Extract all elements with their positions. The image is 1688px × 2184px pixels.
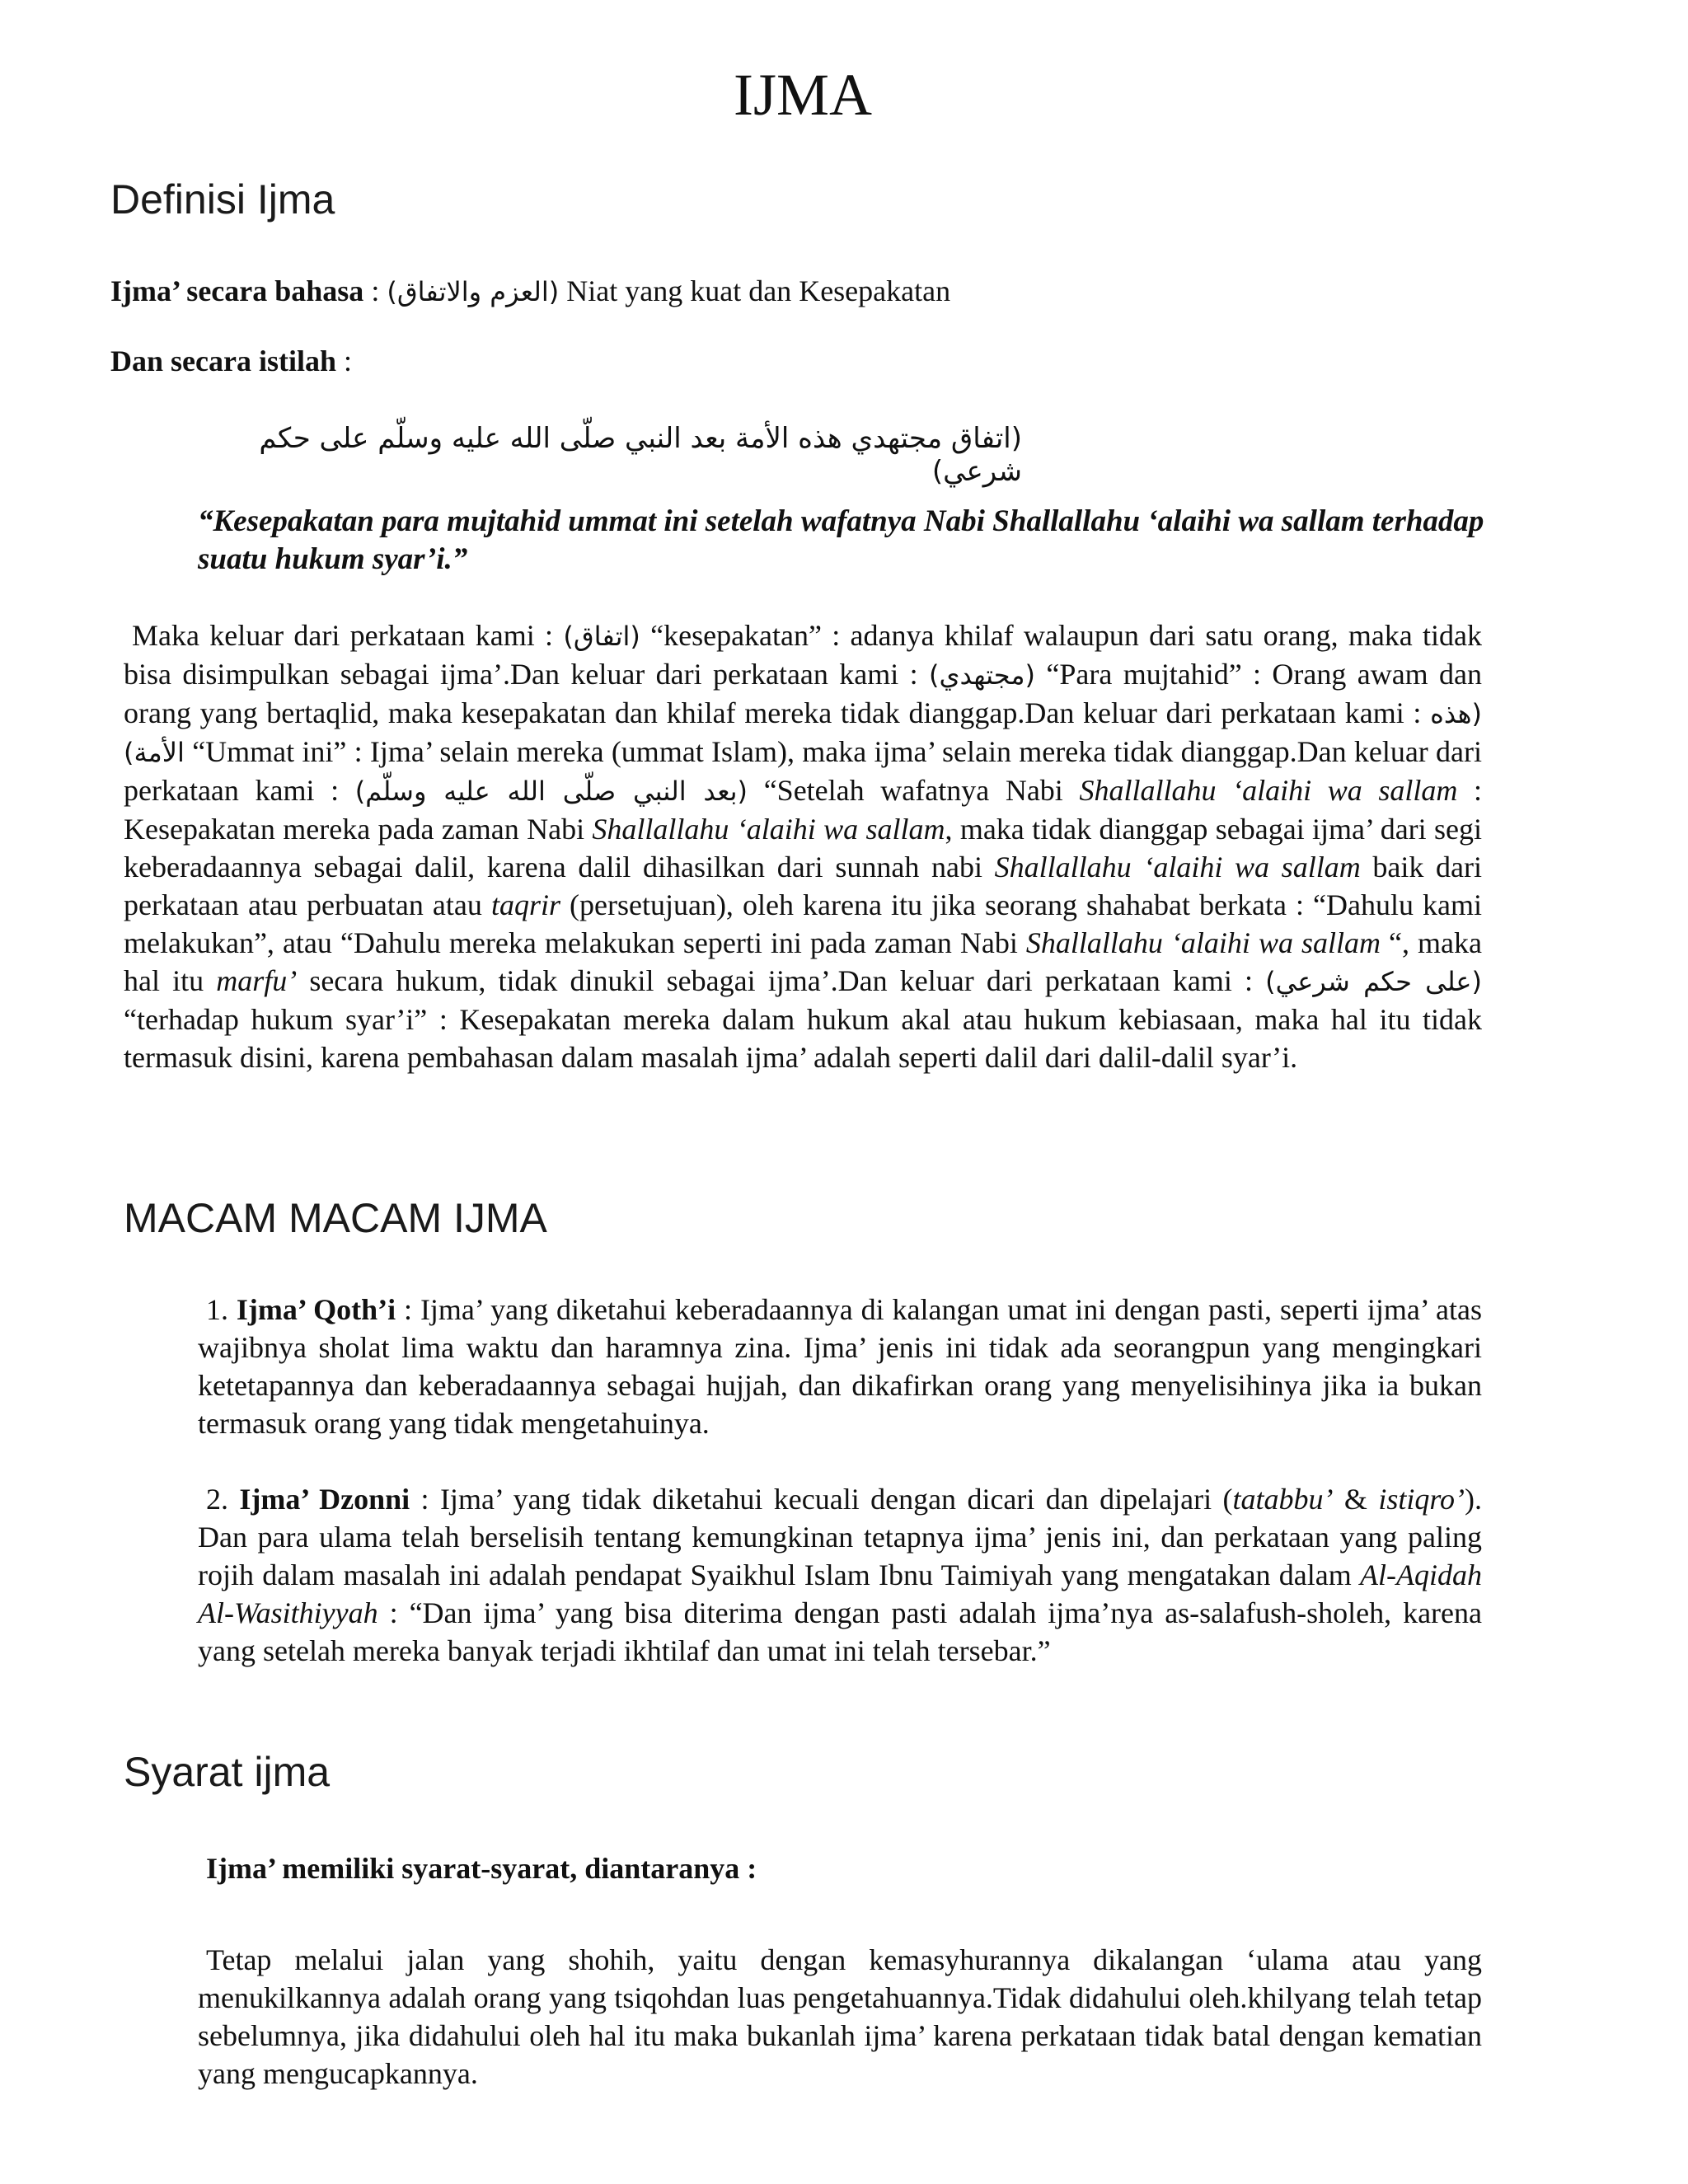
text-run: secara hukum, tidak dinukil sebagai ijma’.Dan keluar dari perkataan kami : <box>309 964 1254 997</box>
italic-run: marfu’ <box>216 964 298 997</box>
italic-run: Shallallahu ‘alaihi wa sallam <box>1025 926 1381 959</box>
section-heading-syarat: Syarat ijma <box>124 1749 331 1795</box>
definition-translation: “Kesepakatan para mujtahid ummat ini setelah wafatnya Nabi Shallallahu ‘alaihi wa sallam terhadap suatu hukum syar’i.” <box>198 504 1484 576</box>
section-heading-definisi: Definisi Ijma <box>110 176 335 223</box>
syarat-paragraph: Tetap melalui jalan yang shohih, yaitu dengan kemasyhurannya dikalangan ‘ulama atau yang menukilkannya adalah orang yang tsiqohdan luas pengetahuannya.Tidak didahului oleh.khilyang telah tetap sebelumnya, jika didahului oleh hal itu maka bukanlah ijma’ karena perkataan tidak batal dengan kematian yang mengucapkannya. <box>198 1943 1482 2090</box>
arabic-term: (اتفاق) <box>563 621 640 652</box>
text-run: : Ijma’ yang tidak diketahui kecuali dengan dicari dan dipelajari ( <box>420 1483 1233 1516</box>
list-number: 1. <box>206 1293 228 1326</box>
explanation-paragraph <box>124 616 1482 1076</box>
text-run: “kesepakatan” : adanya khilaf walaupun dari satu orang, maka tidak bisa disimpulkan sebagai ijma’.Dan keluar dari perkataan kami : <box>124 619 1483 691</box>
text-run: “Para mujtahid” : Orang awam dan orang yang bertaqlid, maka kesepakatan dan khilaf mereka tidak dianggap.Dan keluar dari perkataan kami : <box>124 658 1483 729</box>
syarat-lead: Ijma’ memiliki syarat-syarat, diantaranya : <box>206 1852 757 1885</box>
qothi-text: : Ijma’ yang diketahui keberadaannya di kalangan umat ini dengan pasti, seperti ijma’ atas wajibnya sholat lima waktu dan haramnya zina. Ijma’ jenis ini tidak ada seorangpun yang mengingkari ketetapannya dan keberadaannya sebagai hujjah, dan dikafirkan orang yang menyelisihinya jika ia bukan termasuk orang yang tidak mengetahuinya. <box>198 1293 1482 1440</box>
qothi-label: Ijma’ Qoth’i <box>236 1293 396 1326</box>
bahasa-label: Ijma’ secara bahasa <box>110 274 364 307</box>
text-run: “Ummat ini” : Ijma’ selain mereka (ummat Islam), maka ijma’ selain mereka tidak dianggap.Dan keluar dari perkataan kami : <box>124 735 1483 807</box>
italic-run: taqrir <box>490 888 560 921</box>
arabic-term: (بعد النبي صلّى الله عليه وسلّم) <box>354 776 748 807</box>
list-number: 2. <box>206 1483 228 1516</box>
syarat-lead-text: Ijma’ memiliki syarat-syarat, diantaranya <box>206 1852 740 1885</box>
italic-run: Shallallahu ‘alaihi wa sallam <box>994 851 1361 883</box>
italic-run: Al-Aqidah Al-Wasithiyyah <box>198 1558 1482 1629</box>
bahasa-arabic: (العزم والاتفاق) <box>387 276 560 307</box>
bahasa-text: Niat yang kuat dan Kesepakatan <box>566 274 951 307</box>
definition-istilah: Dan secara istilah : <box>110 344 353 377</box>
dzonni-label: Ijma’ Dzonni <box>239 1483 410 1516</box>
text-run: baik dari perkataan atau perbuatan atau <box>124 851 1482 921</box>
istilah-label: Dan secara istilah <box>110 344 336 377</box>
istilah-arabic-block <box>198 422 1022 488</box>
text-run: ). Dan para ulama telah berselisih tentang kemungkinan tetapnya ijma’ jenis ini, dan perkataan yang paling rojih dalam masalah ini adalah pendapat Syaikhul Islam Ibnu Taimiyah yang mengatakan dalam <box>198 1483 1483 1591</box>
list-item-qothi <box>198 1291 1482 1442</box>
section-heading-macam: MACAM MACAM IJMA <box>124 1195 547 1241</box>
text-run: (persetujuan), oleh karena itu jika seorang shahabat berkata : “Dahulu kami melakukan”, atau “Dahulu mereka melakukan seperti ini pada zaman Nabi <box>124 888 1483 959</box>
text-run: : Kesepakatan mereka pada zaman Nabi <box>124 774 1483 846</box>
italic-run: Shallallahu ‘alaihi wa sallam <box>1079 774 1458 807</box>
italic-run: tatabbu’ <box>1232 1483 1334 1516</box>
definition-bahasa: Ijma’ secara bahasa : (العزم والاتفاق) Niat yang kuat dan Kesepakatan <box>110 274 951 307</box>
text-run: “, maka hal itu <box>124 926 1483 997</box>
text-run: & <box>1343 1483 1367 1516</box>
text-run: “terhadap hukum syar’i” : Kesepakatan mereka dalam hukum akal atau hukum kebiasaan, maka hal itu tidak termasuk disini, karena pembahasan dalam masalah ijma’ adalah seperti dalil dari dalil-dalil syar’i. <box>124 1003 1482 1074</box>
italic-run: istiqro’ <box>1378 1483 1465 1516</box>
text-run: Maka keluar dari perkataan kami : <box>132 619 554 652</box>
page-title: IJMA <box>733 62 872 128</box>
istilah-arabic: (اتفاق مجتهدي هذه الأمة بعد النبي صلّى الله عليه وسلّم على حكم شرعي) <box>259 422 1022 488</box>
arabic-term: (على حكم شرعي) <box>1265 966 1482 997</box>
text-run: “Setelah wafatnya Nabi <box>763 774 1063 807</box>
text-run: , maka tidak dianggap sebagai ijma’ dari segi keberadaannya sebagai dalil, karena dalil dihasilkan dari sunnah nabi <box>124 813 1482 883</box>
arabic-term: (مجتهدي) <box>929 659 1036 691</box>
italic-run: Shallallahu ‘alaihi wa sallam <box>592 813 945 846</box>
arabic-term: (هذه الأمة) <box>124 698 1483 768</box>
text-run: : “Dan ijma’ yang bisa diterima dengan pasti adalah ijma’nya as-salafush-sholeh, karena yang setelah mereka banyak terjadi ikhtilaf dan umat ini telah tersebar.” <box>198 1596 1482 1667</box>
list-item-dzonni <box>198 1480 1482 1670</box>
